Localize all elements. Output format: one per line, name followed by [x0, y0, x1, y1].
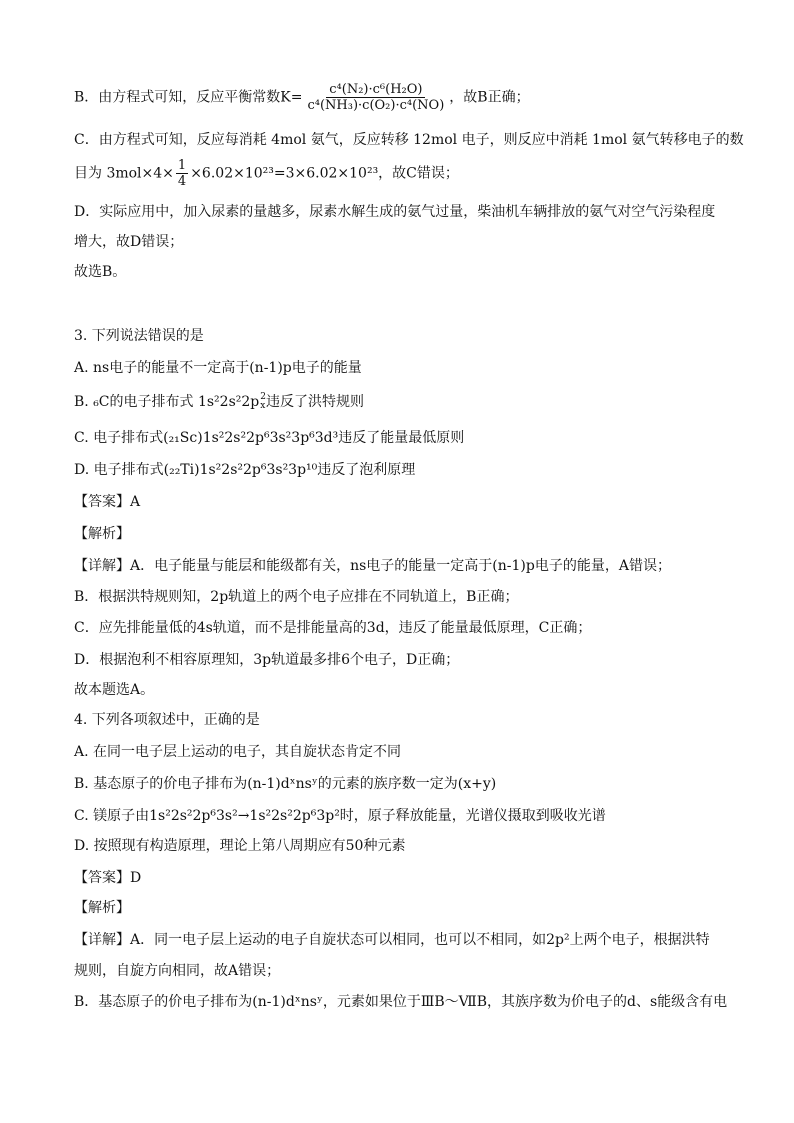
analysis-c-line1: C．由方程式可知，反应每消耗 4mol 氨气，反应转移 12mol 电子，则反应中消耗 1mol 氨气转移电子的数	[74, 132, 744, 148]
text: B．由方程式可知，反应平衡常数K=	[74, 89, 303, 106]
question-3-stem: 3. 下列说法错误的是	[74, 328, 204, 344]
equilibrium-constant-fraction	[304, 82, 447, 113]
answer-3: 【答案】A	[74, 494, 141, 510]
quarter-fraction	[176, 158, 188, 189]
explanation-4-a-line1: 【详解】A．同一电子层上运动的电子自旋状态可以相同，也可以不相同，如2p²上两个电子，根据洪特	[74, 932, 710, 948]
explanation-4-a-line2: 规则，自旋方向相同，故A错误；	[74, 963, 281, 979]
text: ×6.02×10²³=3×6.02×10²³，故C错误；	[190, 165, 459, 182]
explanation-4-b: B．基态原子的价电子排布为(n-1)dˣnsʸ，元素如果位于ⅢB～ⅦB，其族序数为价电子的d、s能级含有电	[74, 994, 728, 1010]
analysis-label-3: 【解析】	[74, 526, 130, 542]
text: 违反了洪特规则	[265, 394, 364, 410]
answer-4: 【答案】D	[74, 870, 142, 886]
question-4-stem: 4. 下列各项叙述中，正确的是	[74, 712, 260, 728]
question-3-option-d: D. 电子排布式(₂₂Ti)1s²2s²2p⁶3s²3p¹⁰违反了泡利原理	[74, 462, 416, 478]
text: ，故B正确；	[449, 89, 530, 106]
conclusion-q3: 故本题选A。	[74, 682, 155, 698]
question-4-option-c: C. 镁原子由1s²2s²2p⁶3s²→1s²2s²2p⁶3p²时，原子释放能量，光谱仪摄取到吸收光谱	[74, 808, 606, 824]
explanation-3-d: D．根据泡利不相容原理知，3p轨道最多排6个电子，D正确；	[74, 652, 460, 668]
fraction-numerator: c⁴(N₂)·c⁶(H₂O)	[326, 82, 425, 98]
explanation-3-b: B．根据洪特规则知，2p轨道上的两个电子应排在不同轨道上，B正确；	[74, 589, 519, 605]
question-4-option-b: B. 基态原子的价电子排布为(n-1)dˣnsʸ的元素的族序数一定为(x+y)	[74, 776, 497, 792]
analysis-c-line2	[74, 158, 734, 189]
explanation-3-a: 【详解】A．电子能量与能层和能级都有关，ns电子的能量一定高于(n-1)p电子的能量，A错误；	[74, 558, 671, 574]
fraction-denominator: 4	[177, 174, 187, 189]
question-3-option-a: A. ns电子的能量不一定高于(n-1)p电子的能量	[74, 360, 362, 376]
question-3-option-b	[74, 392, 734, 412]
fraction-denominator: c⁴(NH₃)·c(O₂)·c⁴(NO)	[307, 98, 445, 113]
explanation-3-c: C．应先排能量低的4s轨道，而不是排能量高的3d，违反了能量最低原理，C正确；	[74, 620, 592, 636]
question-4-option-a: A. 在同一电子层上运动的电子，其自旋状态肯定不同	[74, 744, 402, 760]
question-4-option-d: D. 按照现有构造原理，理论上第八周期应有50种元素	[74, 838, 406, 854]
analysis-d-line2: 增大，故D错误；	[74, 234, 184, 250]
superscript: 2	[260, 392, 266, 402]
text: B. ₆C的电子排布式 1s²2s²2p	[74, 394, 260, 410]
text: 目为 3mol×4×	[74, 165, 174, 182]
conclusion-q2: 故选B。	[74, 264, 127, 280]
subscript: x	[260, 401, 266, 411]
analysis-d-line1: D．实际应用中，加入尿素的量越多，尿素水解生成的氨气过量，柴油机车辆排放的氨气对空气污染程度	[74, 204, 716, 220]
analysis-b-line	[74, 82, 734, 113]
analysis-label-4: 【解析】	[74, 900, 130, 916]
fraction-numerator: 1	[177, 158, 187, 173]
question-3-option-c: C. 电子排布式(₂₁Sc)1s²2s²2p⁶3s²3p⁶3d³违反了能量最低原则	[74, 430, 465, 446]
